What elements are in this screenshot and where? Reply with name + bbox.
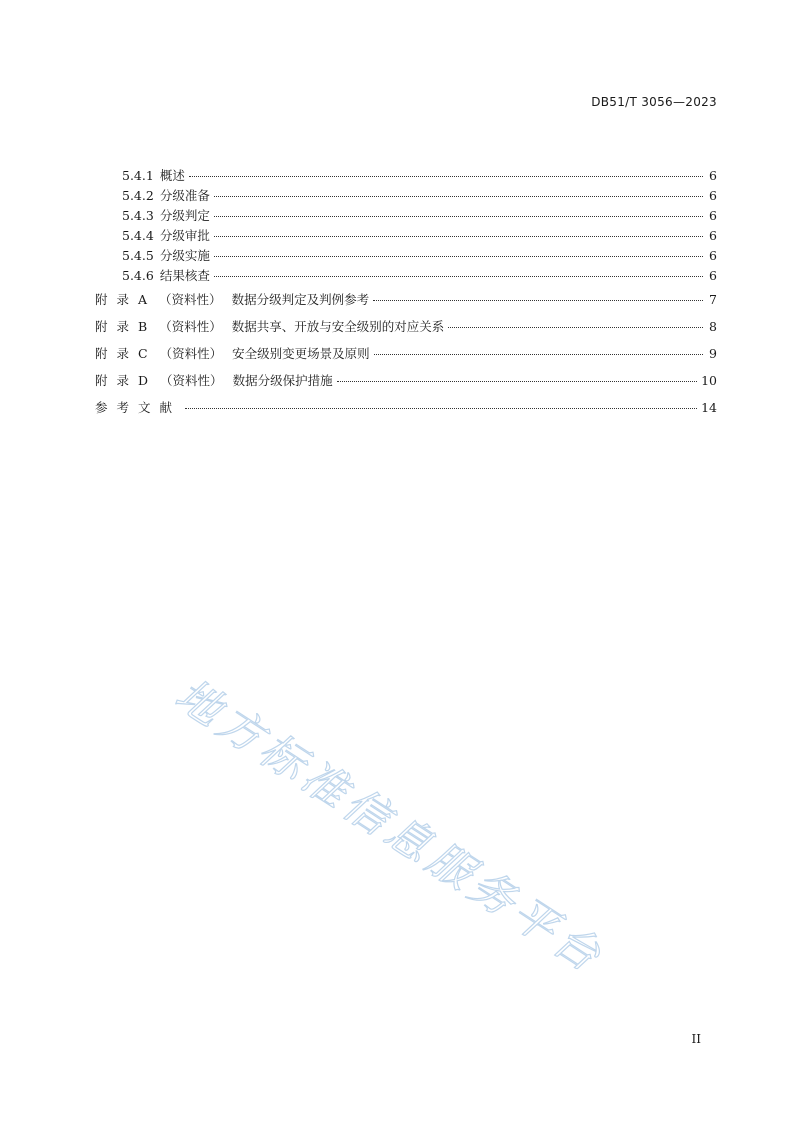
toc-entry-number: 5.4.5: [122, 248, 154, 263]
toc-entry-5-4-4[interactable]: [122, 226, 717, 244]
toc-entry-5-4-2[interactable]: [122, 186, 717, 204]
dot-leader: [374, 353, 703, 355]
toc-entry-title: 概述: [159, 168, 185, 183]
appendix-title: 数据共享、开放与安全级别的对应关系: [231, 319, 445, 334]
toc-entry-page: 6: [709, 188, 717, 203]
appendix-title: 数据分级保护措施: [232, 373, 333, 388]
appendix-type: （资料性）: [160, 373, 223, 388]
references-title: 参考文献: [95, 400, 182, 415]
appendix-type: （资料性）: [159, 292, 222, 307]
toc-entry-page: 6: [709, 248, 717, 263]
dot-leader: [214, 215, 703, 217]
document-code: DB51/T 3056—2023: [591, 95, 717, 109]
toc-entry-page: 8: [709, 319, 717, 334]
toc-entry-title: 分级实施: [159, 248, 210, 263]
toc-entry-page: 6: [709, 268, 717, 283]
dot-leader: [337, 380, 698, 382]
toc-appendix-a[interactable]: [95, 290, 717, 308]
page-number: II: [691, 1032, 701, 1046]
appendix-title: 安全级别变更场景及原则: [232, 346, 370, 361]
appendix-prefix: 附录: [95, 373, 139, 388]
appendix-letter: D: [138, 373, 149, 388]
toc-entry-title: 分级判定: [159, 208, 210, 223]
toc-appendix-c[interactable]: [95, 344, 717, 362]
toc-entry-page: 10: [701, 373, 717, 388]
toc-entry-page: 6: [709, 168, 717, 183]
toc-entry-number: 5.4.4: [122, 228, 154, 243]
toc-entry-number: 5.4.6: [122, 268, 154, 283]
toc-entry-page: 14: [701, 400, 717, 415]
appendix-type: （资料性）: [159, 346, 223, 361]
dot-leader: [189, 175, 703, 177]
toc-entry-page: 6: [709, 208, 717, 223]
toc-entry-title: 分级审批: [159, 228, 210, 243]
appendix-letter: A: [138, 292, 148, 307]
appendix-letter: C: [138, 346, 148, 361]
appendix-type: （资料性）: [159, 319, 222, 334]
toc-entry-page: 6: [709, 228, 717, 243]
dot-leader: [373, 299, 703, 301]
dot-leader: [448, 326, 703, 328]
toc-appendix-b[interactable]: [95, 317, 717, 335]
toc-entry-page: 9: [709, 346, 717, 361]
toc-references[interactable]: [95, 398, 717, 416]
toc-entry-5-4-5[interactable]: [122, 246, 717, 264]
appendix-letter: B: [138, 319, 148, 334]
dot-leader: [214, 235, 703, 237]
toc-entry-page: 7: [709, 292, 717, 307]
toc-entry-number: 5.4.2: [122, 188, 154, 203]
appendix-prefix: 附录: [95, 319, 139, 334]
appendix-title: 数据分级判定及判例参考: [231, 292, 370, 307]
toc-appendix-d[interactable]: [95, 371, 717, 389]
dot-leader: [214, 195, 703, 197]
toc-entry-5-4-3[interactable]: [122, 206, 717, 224]
dot-leader: [214, 255, 703, 257]
watermark: 地方标准信息服务平台: [166, 669, 614, 985]
appendix-prefix: 附录: [95, 292, 139, 307]
appendix-prefix: 附录: [95, 346, 139, 361]
toc-entry-5-4-6[interactable]: [122, 266, 717, 284]
toc-entry-5-4-1[interactable]: [122, 166, 717, 184]
dot-leader: [185, 407, 697, 409]
toc-entry-number: 5.4.1: [122, 168, 154, 183]
toc-entry-title: 分级准备: [159, 188, 210, 203]
dot-leader: [214, 275, 703, 277]
toc-entry-title: 结果核查: [159, 268, 210, 283]
toc-entry-number: 5.4.3: [122, 208, 154, 223]
